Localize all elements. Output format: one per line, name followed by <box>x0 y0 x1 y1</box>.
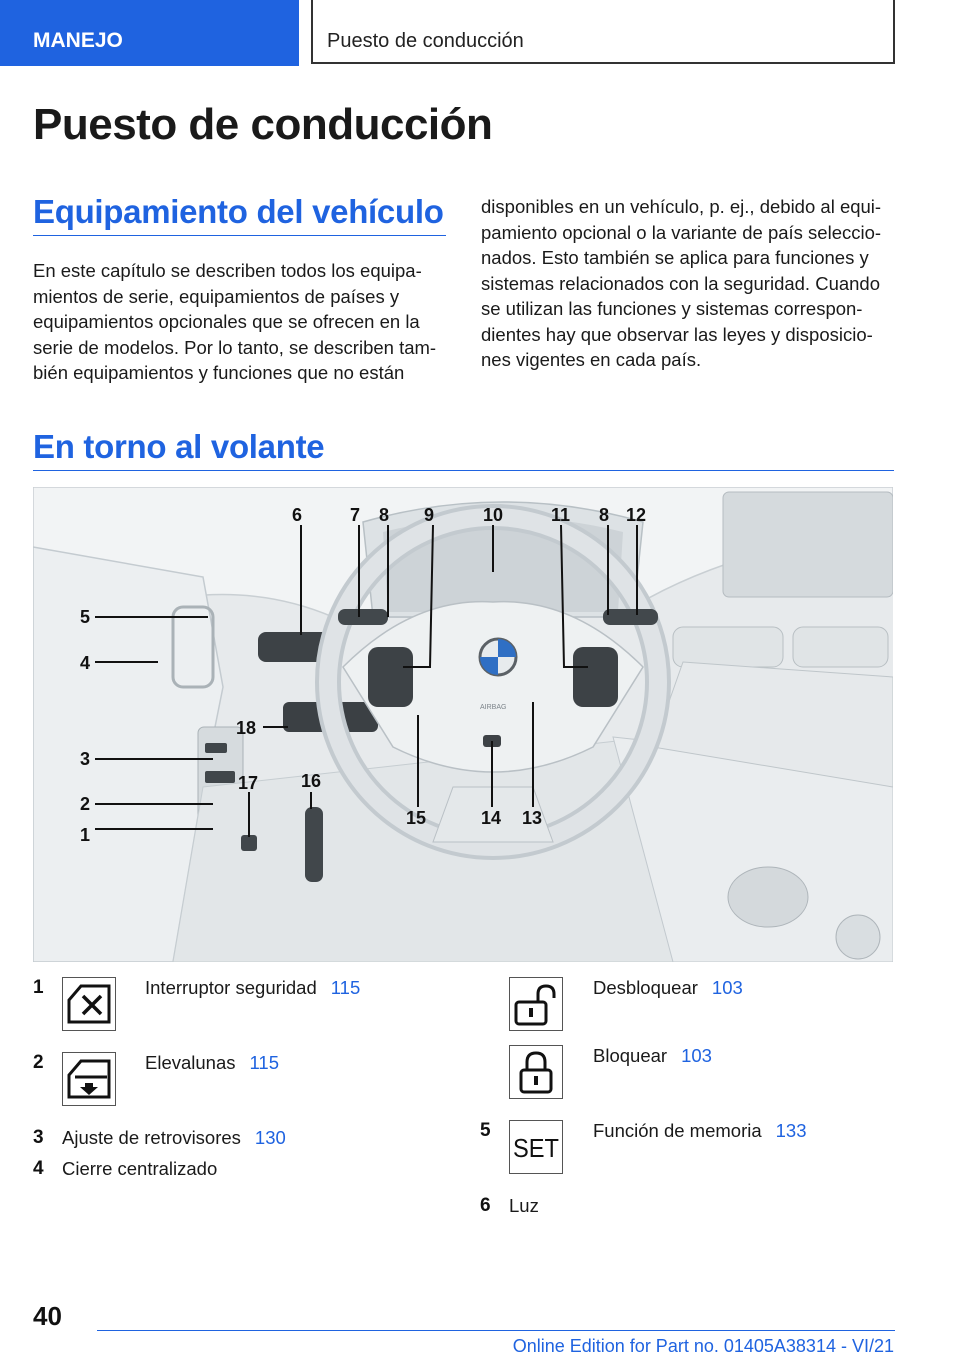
callout-6: 6 <box>292 505 303 525</box>
callout-18: 18 <box>236 718 257 738</box>
item-number: 4 <box>33 1158 44 1179</box>
controller-knob <box>836 915 880 959</box>
vent-right <box>673 627 783 667</box>
item-number: 2 <box>33 1052 44 1073</box>
item-label-safety-switch <box>145 977 360 999</box>
callout-16: 16 <box>301 771 322 791</box>
set-icon-text: SET <box>513 1133 560 1163</box>
right-stalk <box>603 609 658 625</box>
window-lock-icon <box>62 977 116 1031</box>
text-line: dientes hay que observar las leyes y disposicio- <box>481 323 873 345</box>
callout-5: 5 <box>80 607 91 627</box>
left-spoke-buttons <box>368 647 413 707</box>
text-line: pamiento opcional o la variante de país seleccio- <box>481 221 882 243</box>
text-line: disponibles en un vehículo, p. ej., debido al equi- <box>481 196 882 217</box>
cockpit-illustration <box>33 487 893 962</box>
callout-12: 12 <box>626 505 647 525</box>
right-spoke-buttons <box>573 647 618 707</box>
callout-9: 9 <box>424 505 435 525</box>
text-line: equipamientos opcionales que se ofrecen en la <box>33 311 420 332</box>
label-text: Bloquear <box>593 1045 668 1066</box>
callout-8b: 8 <box>599 505 610 525</box>
label-text: Luz <box>509 1195 539 1216</box>
text-line: nes vigentes en cada país. <box>481 349 702 370</box>
unlock-icon <box>509 977 563 1031</box>
callout-14: 14 <box>481 808 502 828</box>
callout-7: 7 <box>350 505 361 525</box>
item-label-lock <box>593 1045 712 1067</box>
switch <box>205 771 235 783</box>
text-line: se utilizan las funciones y sistemas correspon- <box>481 298 863 319</box>
item-number: 6 <box>480 1195 491 1216</box>
callout-3: 3 <box>80 749 91 769</box>
item-label-mirrors <box>62 1127 286 1149</box>
lock-icon <box>509 1045 563 1099</box>
section-tab: MANEJO <box>0 0 299 66</box>
section-heading-steering: En torno al volante <box>33 428 325 465</box>
text-line: nados. Esto también se aplica para funciones y <box>481 247 869 268</box>
callout-17: 17 <box>238 773 259 793</box>
label-text: Función de memoria <box>593 1120 762 1141</box>
page-link[interactable]: 103 <box>711 977 743 998</box>
airbag-label: AIRBAG <box>480 704 507 711</box>
label-text: Elevalunas <box>145 1052 236 1073</box>
page-number: 40 <box>33 1301 62 1331</box>
item-label-window-lift <box>145 1052 279 1074</box>
callout-13: 13 <box>522 808 543 828</box>
page-link[interactable]: 130 <box>254 1127 286 1148</box>
callout-11: 11 <box>551 505 571 525</box>
item-label-central-locking <box>62 1158 217 1180</box>
window-lift-icon <box>62 1052 116 1106</box>
item-number: 1 <box>33 977 44 998</box>
item-number: 3 <box>33 1127 44 1148</box>
page-link[interactable]: 115 <box>330 977 361 998</box>
text-line: bién equipamientos y funciones que no están <box>33 362 405 383</box>
text-line: En este capítulo se describen todos los equipa- <box>33 260 422 281</box>
paragraph-col1 <box>33 258 436 386</box>
center-display <box>723 492 893 597</box>
callout-4: 4 <box>80 653 91 673</box>
footer-rule <box>97 1330 895 1331</box>
set-icon <box>509 1120 563 1174</box>
label-text: Desbloquear <box>593 977 698 998</box>
callout-1: 1 <box>80 825 91 845</box>
bonnet-release <box>305 807 323 882</box>
heading-rule <box>33 235 446 236</box>
paragraph-col2 <box>481 194 881 373</box>
item-label-light <box>509 1195 539 1217</box>
small-switch <box>241 835 257 851</box>
callout-2: 2 <box>80 794 91 814</box>
label-text: Ajuste de retrovisores <box>62 1127 241 1148</box>
page-link[interactable]: 103 <box>681 1045 712 1066</box>
label-text: Cierre centralizado <box>62 1158 218 1179</box>
vent-far-right <box>793 627 888 667</box>
text-line: mientos de serie, equipamientos de países y <box>33 285 400 307</box>
chapter-header: Puesto de conducción <box>311 0 895 64</box>
page-title: Puesto de conducción <box>33 100 493 149</box>
section-heading-equipment: Equipamiento del vehículo <box>33 193 444 230</box>
cockpit-drawing <box>33 487 893 962</box>
item-number: 5 <box>480 1120 491 1141</box>
heading-rule <box>33 470 894 471</box>
item-label-unlock <box>593 977 743 999</box>
callout-15: 15 <box>406 808 427 828</box>
switch <box>205 743 227 753</box>
label-text: Interruptor seguridad <box>145 977 317 998</box>
item-label-memory <box>593 1120 807 1142</box>
text-line: sistemas relacionados con la seguridad. Cuando <box>481 272 881 294</box>
edition-note: Online Edition for Part no. 01405A38314 - VI/21 <box>512 1336 894 1356</box>
text-line: serie de modelos. Por lo tanto, se describen tam- <box>33 336 437 358</box>
gear-selector <box>728 867 808 927</box>
page-link[interactable]: 115 <box>249 1052 280 1073</box>
left-stalk <box>338 609 388 625</box>
page-link[interactable]: 133 <box>775 1120 807 1141</box>
callout-10: 10 <box>483 505 504 525</box>
callout-8: 8 <box>379 505 390 525</box>
